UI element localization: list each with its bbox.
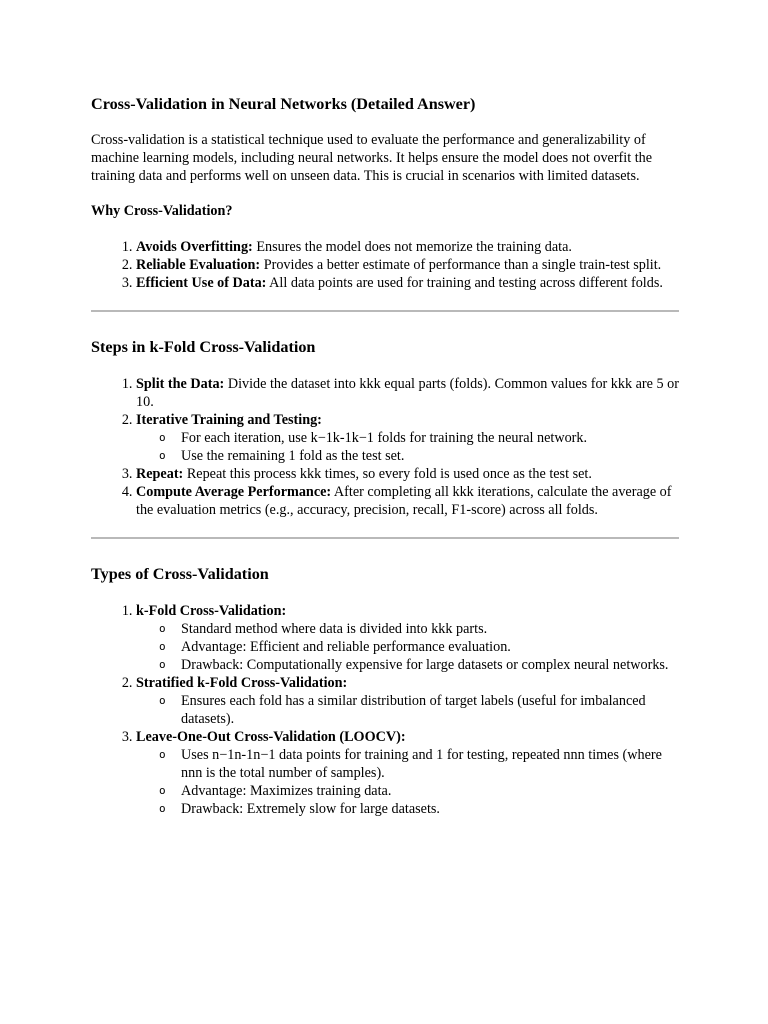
sub-item: o Uses n−1n-1n−1 data points for training and 1 for testing, repeated nnn times (where nnn is the total number of samples). xyxy=(181,746,679,782)
steps-heading: Steps in k-Fold Cross-Validation xyxy=(91,338,316,356)
steps-list xyxy=(91,375,679,519)
item-text: Provides a better estimate of performance than a single train-test split. xyxy=(260,257,662,273)
intro-paragraph: Cross-validation is a statistical technique used to evaluate the performance and generalizability of machine learning models, including neural networks. It helps ensure the model does not overfit the training data and performs well on unseen data. This is crucial in scenarios with limited datasets. xyxy=(91,132,653,184)
list-item xyxy=(136,238,679,256)
divider xyxy=(91,310,679,312)
sub-item: o Drawback: Computationally expensive for large datasets or complex neural networks. xyxy=(181,656,679,674)
why-list xyxy=(91,238,679,292)
item-term: k-Fold Cross-Validation: xyxy=(136,603,287,619)
list-item xyxy=(136,411,679,465)
item-term: Repeat: xyxy=(136,466,184,482)
document-title: Cross-Validation in Neural Networks (Detailed Answer) xyxy=(91,95,476,113)
item-text: Repeat this process kkk times, so every fold is used once as the test set. xyxy=(183,466,592,482)
list-item xyxy=(136,274,679,292)
document-content xyxy=(91,94,679,818)
sub-list xyxy=(136,620,679,674)
sub-list xyxy=(136,692,679,728)
item-text: Ensures the model does not memorize the training data. xyxy=(252,239,572,255)
item-term: Compute Average Performance: xyxy=(136,484,332,500)
why-heading: Why Cross-Validation? xyxy=(91,203,233,219)
sub-list xyxy=(136,429,679,465)
item-term: Leave-One-Out Cross-Validation (LOOCV): xyxy=(136,729,406,745)
divider xyxy=(91,537,679,539)
sub-list xyxy=(136,746,679,818)
sub-item: o Use the remaining 1 fold as the test set. xyxy=(181,447,679,465)
list-item xyxy=(136,674,679,728)
types-list xyxy=(91,602,679,818)
item-term: Iterative Training and Testing: xyxy=(136,412,322,428)
list-item xyxy=(136,375,679,411)
list-item xyxy=(136,483,679,519)
item-term: Avoids Overfitting: xyxy=(136,239,253,255)
sub-item: o For each iteration, use k−1k-1k−1 folds for training the neural network. xyxy=(181,429,679,447)
item-text: Divide the dataset into kkk equal parts (folds). Common values for kkk are 5 or 10. xyxy=(136,376,679,410)
item-term: Efficient Use of Data: xyxy=(136,275,267,291)
item-text: After completing all kkk iterations, calculate the average of the evaluation metrics (e.g., accuracy, precision, recall, F1-score) across all folds. xyxy=(136,484,672,518)
item-term: Reliable Evaluation: xyxy=(136,257,261,273)
item-term: Split the Data: xyxy=(136,376,225,392)
list-item xyxy=(136,465,679,483)
sub-item: o Drawback: Extremely slow for large datasets. xyxy=(181,800,679,818)
list-item xyxy=(136,728,679,818)
item-term: Stratified k-Fold Cross-Validation: xyxy=(136,675,348,691)
sub-item: o Advantage: Efficient and reliable performance evaluation. xyxy=(181,638,679,656)
list-item xyxy=(136,602,679,674)
list-item xyxy=(136,256,679,274)
types-heading: Types of Cross-Validation xyxy=(91,565,269,583)
sub-item: o Advantage: Maximizes training data. xyxy=(181,782,679,800)
sub-item: o Ensures each fold has a similar distribution of target labels (useful for imbalanced datasets). xyxy=(181,692,679,728)
sub-item: o Standard method where data is divided into kkk parts. xyxy=(181,620,679,638)
item-text: All data points are used for training and testing across different folds. xyxy=(266,275,663,291)
